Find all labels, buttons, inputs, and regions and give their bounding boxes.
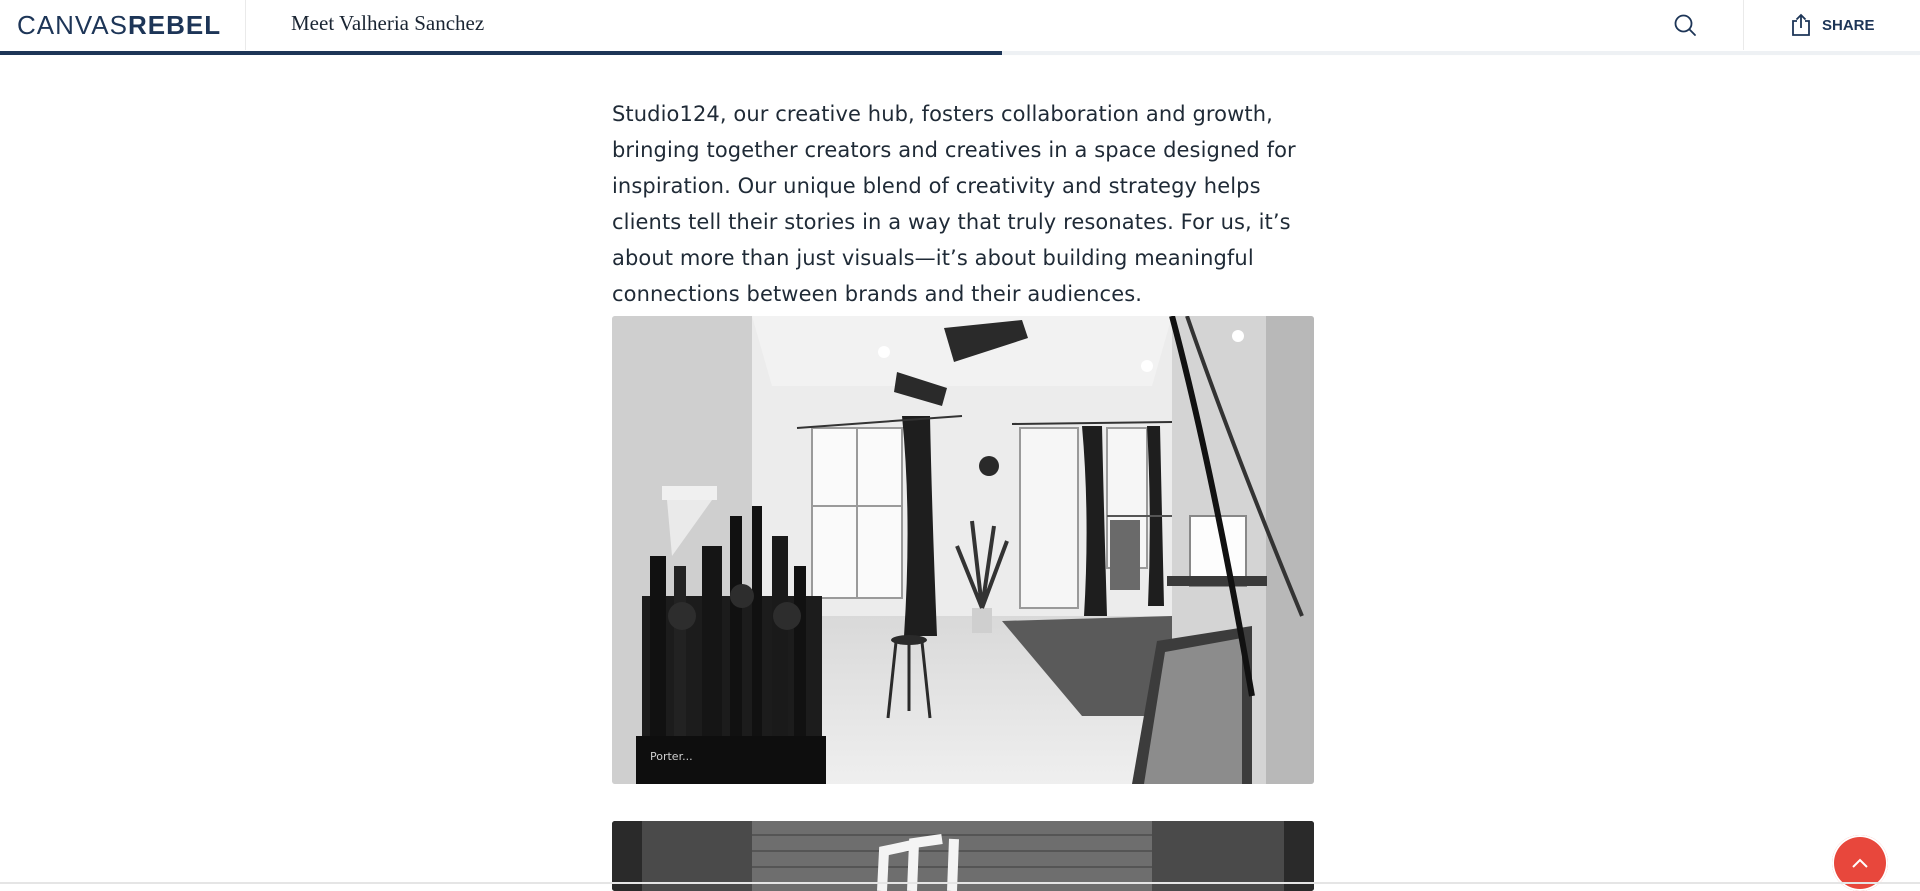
studio-sign-illustration	[612, 821, 1314, 891]
article-paragraph: Studio124, our creative hub, fosters collaboration and growth, bringing together creators and creatives in a space designed for inspiration. Our unique blend of creativity and strategy helps clients tell their stories in a way that truly resonates. For us, it’s about more than just visuals—it’s about building meaningful connections between brands and their audiences.	[612, 102, 1296, 306]
logo-text-light: CANVAS	[17, 10, 128, 40]
header-divider	[245, 0, 246, 50]
studio-photo-illustration	[612, 316, 1314, 784]
share-label: SHARE	[1822, 16, 1875, 34]
header-divider-right	[1743, 0, 1744, 50]
studio-sign-photo	[612, 821, 1314, 891]
share-button[interactable]	[1790, 9, 1875, 41]
reading-progress-fill	[0, 51, 1002, 55]
studio-photo	[612, 316, 1314, 784]
logo-text-bold: REBEL	[128, 10, 222, 40]
reading-progress-bar	[0, 51, 1920, 55]
article-body	[612, 96, 1316, 312]
search-button[interactable]	[1668, 8, 1702, 42]
top-navigation-bar	[0, 0, 1920, 52]
share-icon	[1790, 13, 1812, 37]
chevron-up-icon	[1850, 856, 1870, 870]
equipment-case-label: Porter...	[650, 750, 693, 763]
page-title: Meet Valheria Sanchez	[291, 11, 485, 35]
site-logo[interactable]	[17, 11, 221, 39]
search-icon	[1673, 13, 1697, 37]
